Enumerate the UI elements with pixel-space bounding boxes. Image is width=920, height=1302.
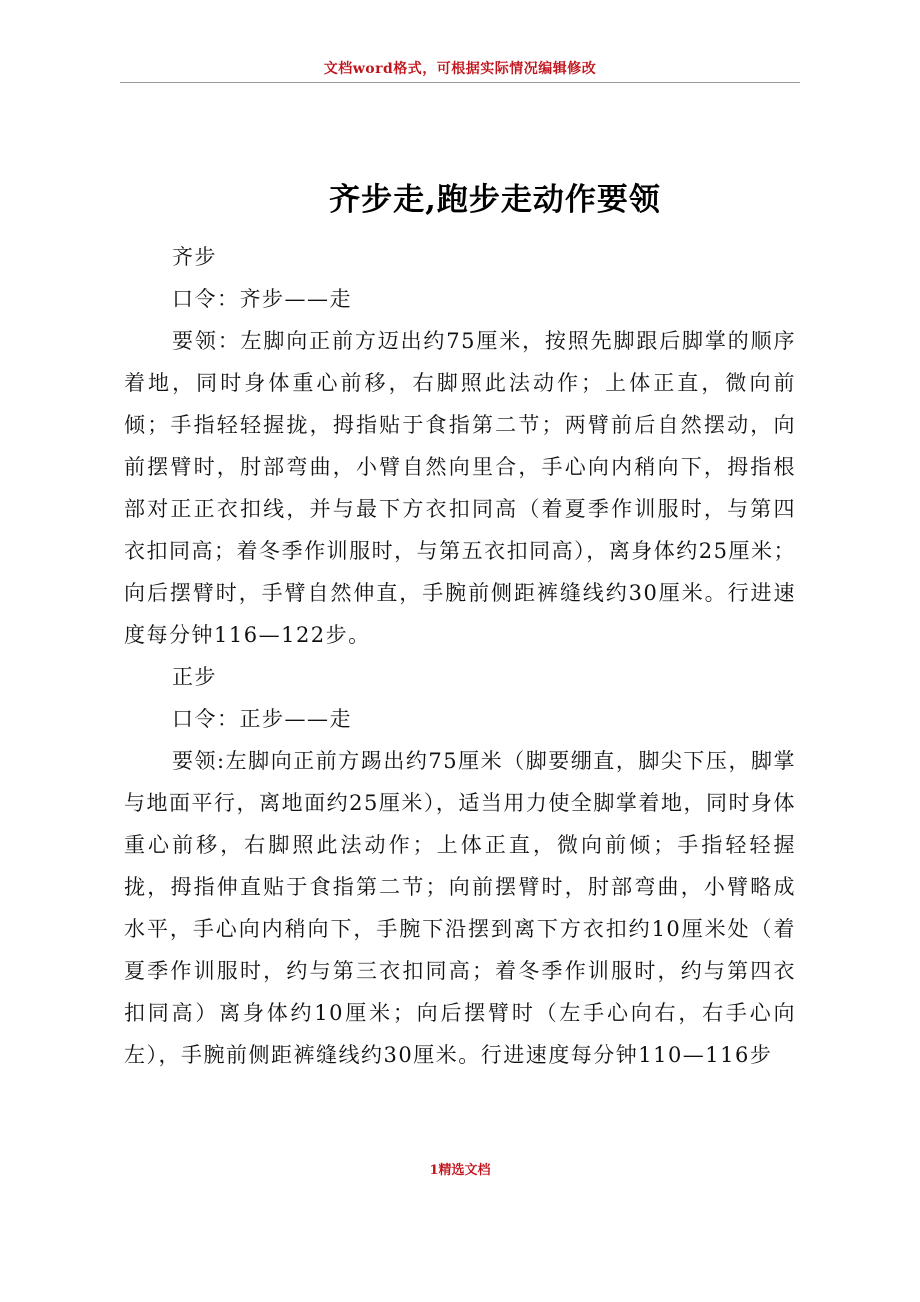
command-zhengbu: 口令：正步——走: [172, 707, 352, 731]
essentials-qibu: 要领：左脚向正前方迈出约75厘米，按照先脚跟后脚掌的顺序着地，同时身体重心前移，右脚照此法动作；上体正直，微向前倾；手指轻轻握拢，拇指贴于食指第二节；两臂前后自然摆动，向前摆臂时，肘部弯曲，小臂自然向里合，手心向内稍向下，拇指根部对正正衣扣线，并与最下方衣扣同高（着夏季作训服时，与第四衣扣同高；着冬季作训服时，与第五衣扣同高），离身体约25厘米；向后摆臂时，手臂自然伸直，手腕前侧距裤缝线约30厘米。行进速度每分钟116—122步。: [124, 329, 796, 647]
section-heading-qibu: 齐步: [172, 245, 217, 269]
document-body: [124, 236, 796, 1076]
essentials-zhengbu: 要领:左脚向正前方踢出约75厘米（脚要绷直，脚尖下压，脚掌与地面平行，离地面约25厘米），适当用力使全脚掌着地，同时身体重心前移，右脚照此法动作；上体正直，微向前倾；手指轻轻握拢，拇指伸直贴于食指第二节；向前摆臂时，肘部弯曲，小臂略成水平，手心向内稍向下，手腕下沿摆到离下方衣扣约10厘米处（着夏季作训服时，约与第三衣扣同高；着冬季作训服时，约与第四衣扣同高）离身体约10厘米；向后摆臂时（左手心向右，右手心向左），手腕前侧距裤缝线约30厘米。行进速度每分钟110—116步: [124, 749, 796, 1067]
document-title: 齐步走,跑步走动作要领: [329, 182, 661, 218]
footer-note: 1精选文档: [429, 1163, 491, 1178]
header-divider: [120, 82, 800, 83]
header-note: 文档word格式，可根据实际情况编辑修改: [323, 61, 597, 77]
command-qibu: 口令：齐步——走: [172, 287, 352, 311]
section-heading-zhengbu: 正步: [172, 665, 217, 689]
